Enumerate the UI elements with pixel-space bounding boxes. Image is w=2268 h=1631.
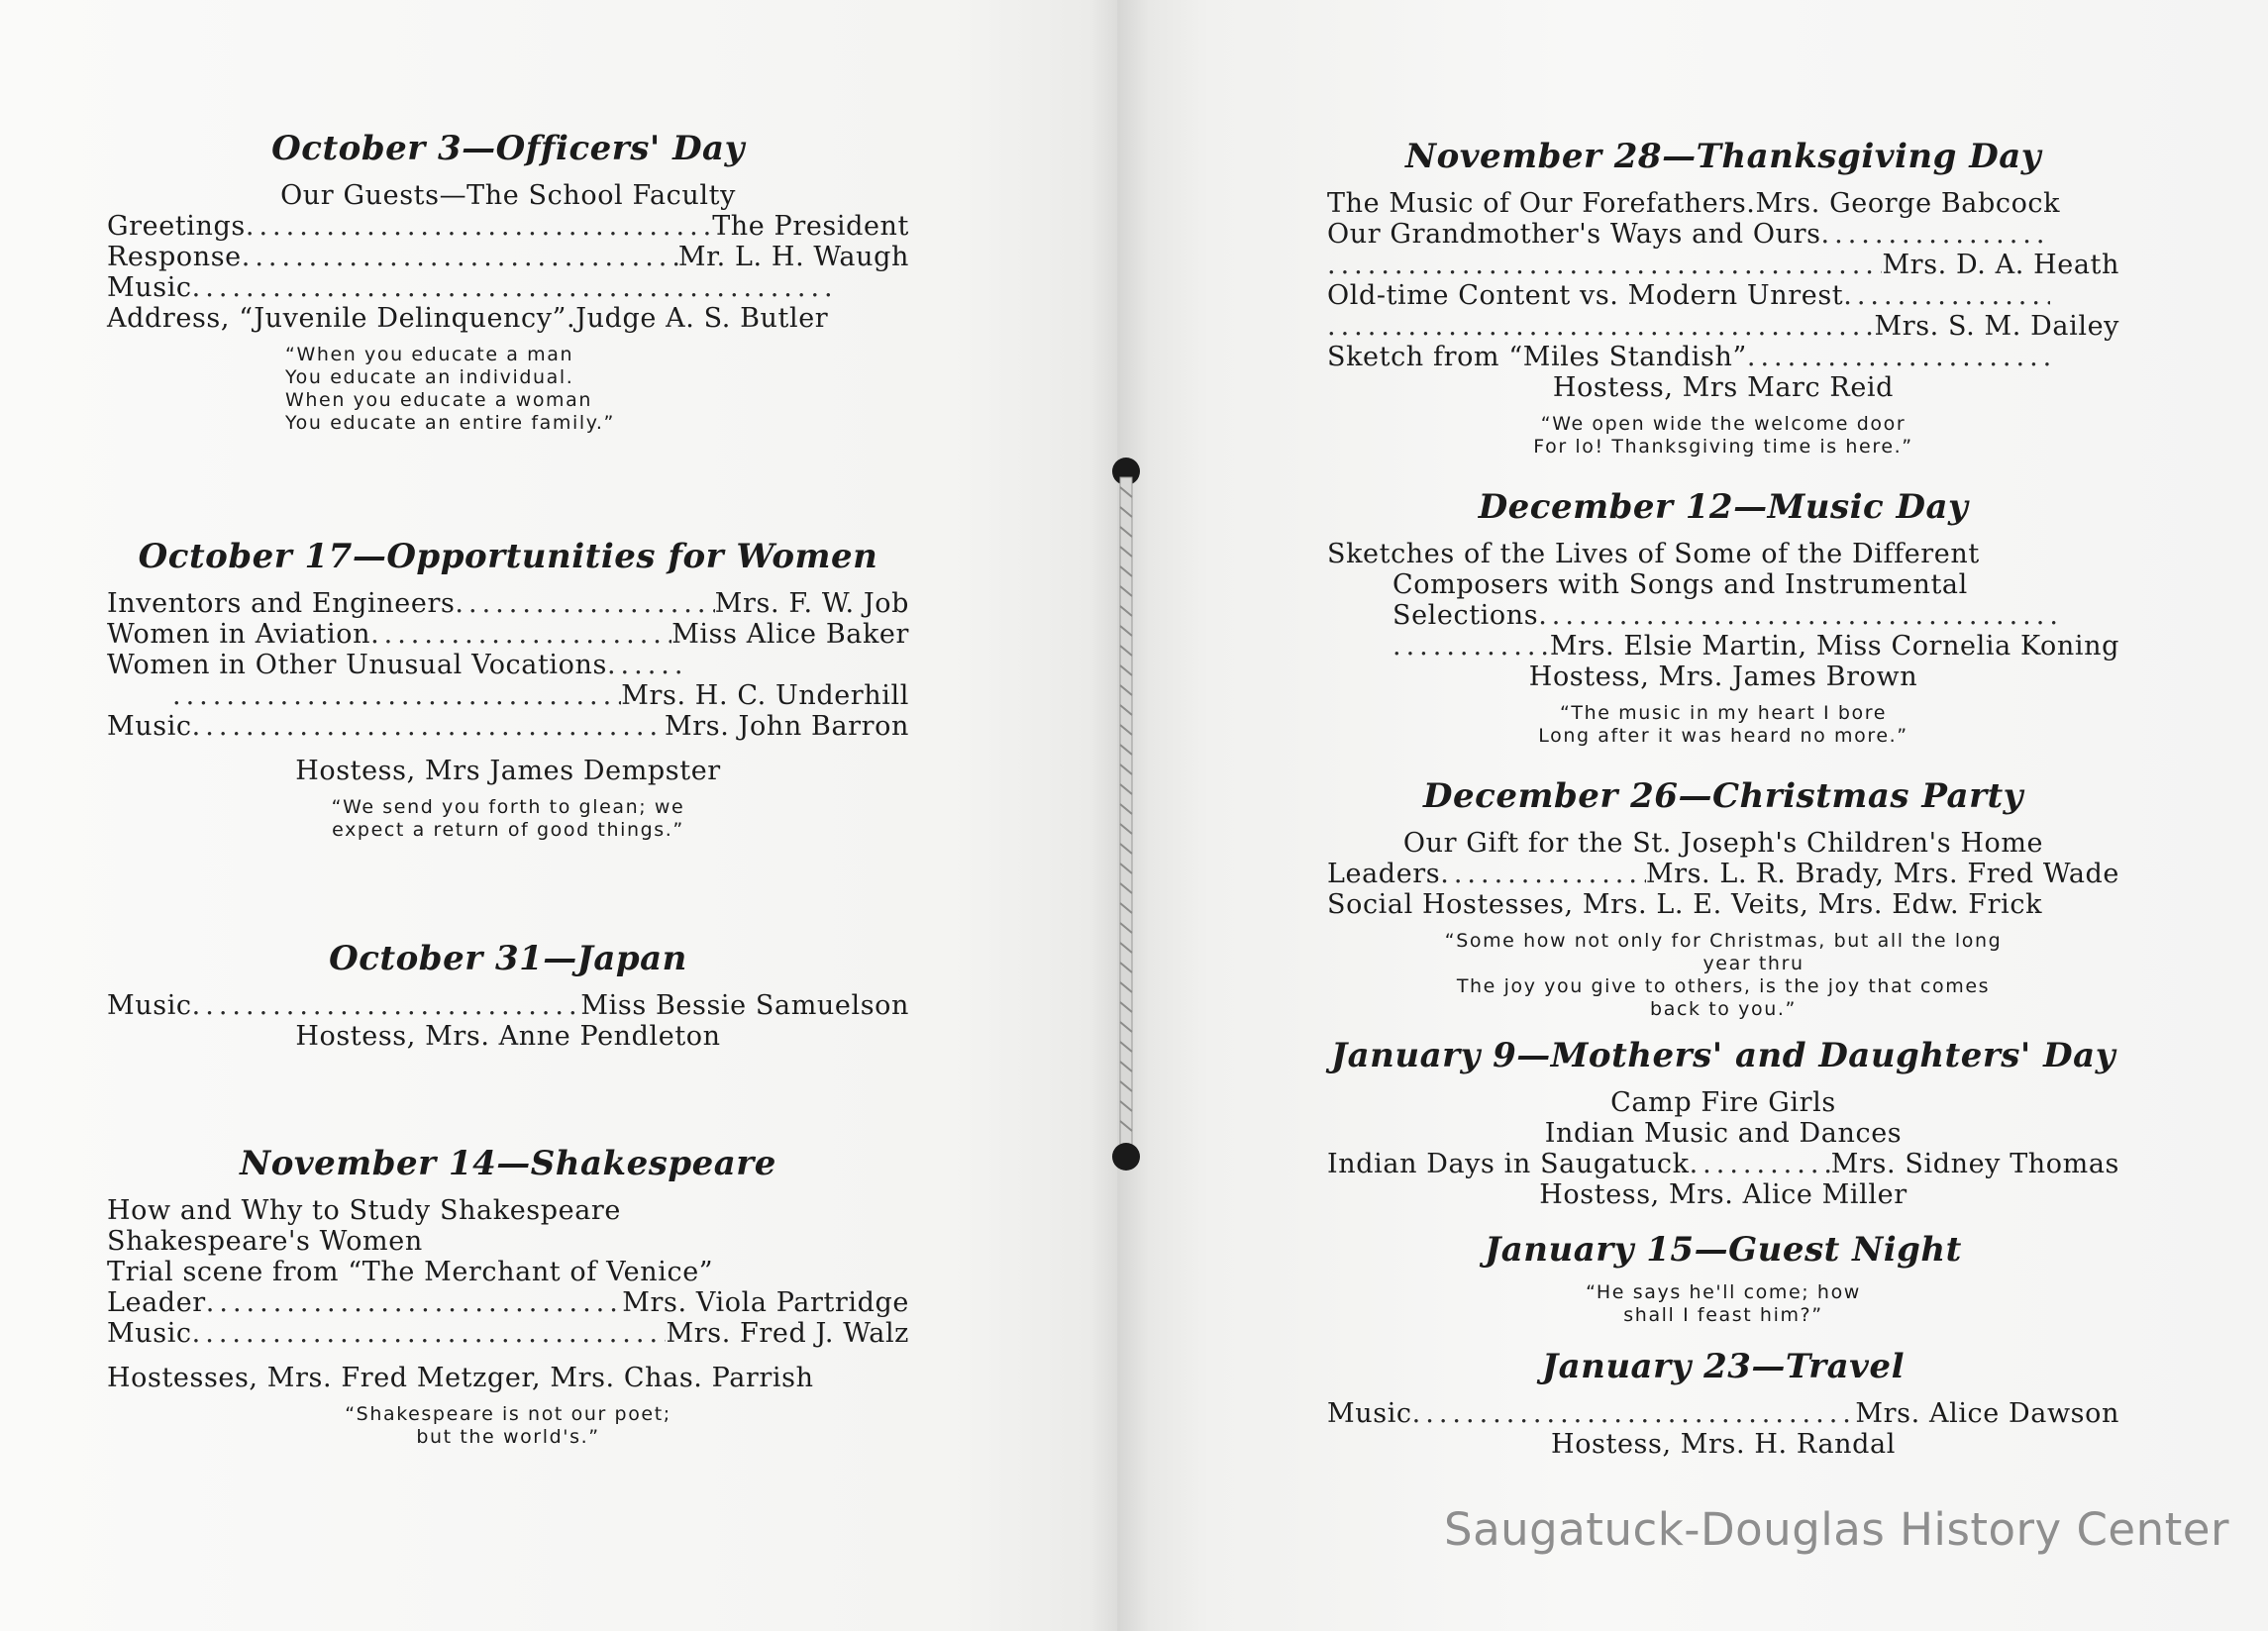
event-title: December 26—Christmas Party [1423, 776, 2023, 816]
event-november-28 [1327, 137, 2119, 459]
program-line: Indian Music and Dances [1544, 1118, 1903, 1149]
program-item: ..... Mrs. D. A. Heath [1327, 250, 2119, 280]
event-january-15 [1327, 1230, 2119, 1327]
event-hostess: Hostess, Mrs Marc Reid [1552, 372, 1895, 403]
event-quote: “We send you forth to glean; we expect a return of good things.” [331, 796, 685, 841]
program-line: Composers with Songs and Instrumental [1392, 569, 1968, 600]
event-december-26 [1327, 776, 2119, 1021]
program-line: Our Gift for the St. Joseph's Children's Home [1402, 828, 2044, 859]
event-october-31 [107, 939, 909, 1052]
event-hostess: Hostess, Mrs. Alice Miller [1539, 1179, 1907, 1210]
event-december-12 [1327, 487, 2119, 748]
program-item: Address, “Juvenile Delinquency”. Judge A. S. Butler [107, 303, 829, 334]
program-item: Music ..... Miss Bessie Samuelson [107, 990, 909, 1021]
program-item: ..... Mrs. Elsie Martin, Miss Cornelia Koning [1327, 631, 2119, 662]
event-title: January 15—Guest Night [1485, 1230, 1962, 1270]
event-hostess: Hostesses, Mrs. Fred Metzger, Mrs. Chas. Parrish [107, 1363, 814, 1393]
program-item: ..... Mrs. S. M. Dailey [1327, 311, 2119, 342]
program-item: Greetings ..... The President [107, 211, 909, 242]
program-line: How and Why to Study Shakespeare [107, 1195, 621, 1226]
event-quote: “He says he'll come; how shall I feast him?” [1586, 1281, 1861, 1326]
program-item: Selections ..... [1327, 600, 2119, 631]
program-item: Our Grandmother's Ways and Ours ..... [1327, 219, 2119, 250]
event-quote: “We open wide the welcome door For lo! Thanksgiving time is here.” [1533, 413, 1913, 458]
program-line: Trial scene from “The Merchant of Venice” [107, 1257, 714, 1287]
watermark: Saugatuck-Douglas History Center [1444, 1503, 2229, 1556]
event-january-9 [1327, 1036, 2119, 1210]
program-item: The Music of Our Forefathers. Mrs. George Babcock [1327, 188, 2061, 219]
event-title: January 9—Mothers' and Daughters' Day [1331, 1036, 2115, 1075]
event-hostess: Hostess, Mrs. Anne Pendleton [295, 1021, 721, 1052]
event-title: October 3—Officers' Day [271, 129, 745, 168]
program-item: Sketch from “Miles Standish” ..... [1327, 342, 2119, 372]
event-quote: “When you educate a man You educate an individual. When you educate a woman You educate an entire family.” [285, 344, 615, 434]
program-item: Inventors and Engineers ..... Mrs. F. W. Job [107, 588, 909, 619]
program-line: Shakespeare's Women [107, 1226, 423, 1257]
event-title: December 12—Music Day [1478, 487, 1969, 527]
event-title: November 28—Thanksgiving Day [1404, 137, 2042, 176]
program-item: Music ..... Mrs. John Barron [107, 711, 909, 742]
event-hostess: Hostess, Mrs. James Brown [1528, 662, 1918, 692]
binding-cord [1111, 458, 1141, 1171]
event-october-17 [107, 537, 909, 842]
event-title: November 14—Shakespeare [240, 1144, 776, 1183]
event-guests: Our Guests—The School Faculty [280, 180, 736, 211]
event-quote: “Shakespeare is not our poet; but the world's.” [345, 1403, 671, 1448]
program-item: Old-time Content vs. Modern Unrest ..... [1327, 280, 2119, 311]
event-hostess: Hostess, Mrs. H. Randal [1551, 1429, 1896, 1460]
bottom-binding-hole [1112, 1143, 1140, 1171]
program-line: Social Hostesses, Mrs. L. E. Veits, Mrs. Edw. Frick [1327, 889, 2043, 920]
event-october-3 [107, 129, 909, 435]
program-item: Music ..... [107, 272, 909, 303]
event-january-23 [1327, 1347, 2119, 1460]
event-quote: “Some how not only for Christmas, but all the long year thru The joy you give to others, is the joy that comes back to you.” [1444, 930, 2003, 1020]
event-title: October 31—Japan [329, 939, 687, 978]
program-item: Women in Other Unusual Vocations ..... [107, 650, 909, 680]
program-item: Music ..... Mrs. Alice Dawson [1327, 1398, 2119, 1429]
program-line: Sketches of the Lives of Some of the Different [1327, 539, 1980, 569]
event-title: October 17—Opportunities for Women [138, 537, 878, 576]
program-item: Women in Aviation ..... Miss Alice Baker [107, 619, 909, 650]
event-hostess: Hostess, Mrs James Dempster [295, 756, 721, 786]
program-item: Leader ..... Mrs. Viola Partridge [107, 1287, 909, 1318]
program-item: Response ..... Mr. L. H. Waugh [107, 242, 909, 272]
program-line: Camp Fire Girls [1610, 1087, 1836, 1118]
program-item: Music ..... Mrs. Fred J. Walz [107, 1318, 909, 1349]
program-item: ..... Mrs. H. C. Underhill [107, 680, 909, 711]
program-item: Indian Days in Saugatuck ..... Mrs. Sidney Thomas [1327, 1149, 2119, 1179]
event-quote: “The music in my heart I bore Long after it was heard no more.” [1538, 702, 1908, 747]
program-item: Leaders ..... Mrs. L. R. Brady, Mrs. Fred Wade [1327, 859, 2119, 889]
event-title: January 23—Travel [1542, 1347, 1905, 1386]
event-november-14 [107, 1144, 909, 1449]
